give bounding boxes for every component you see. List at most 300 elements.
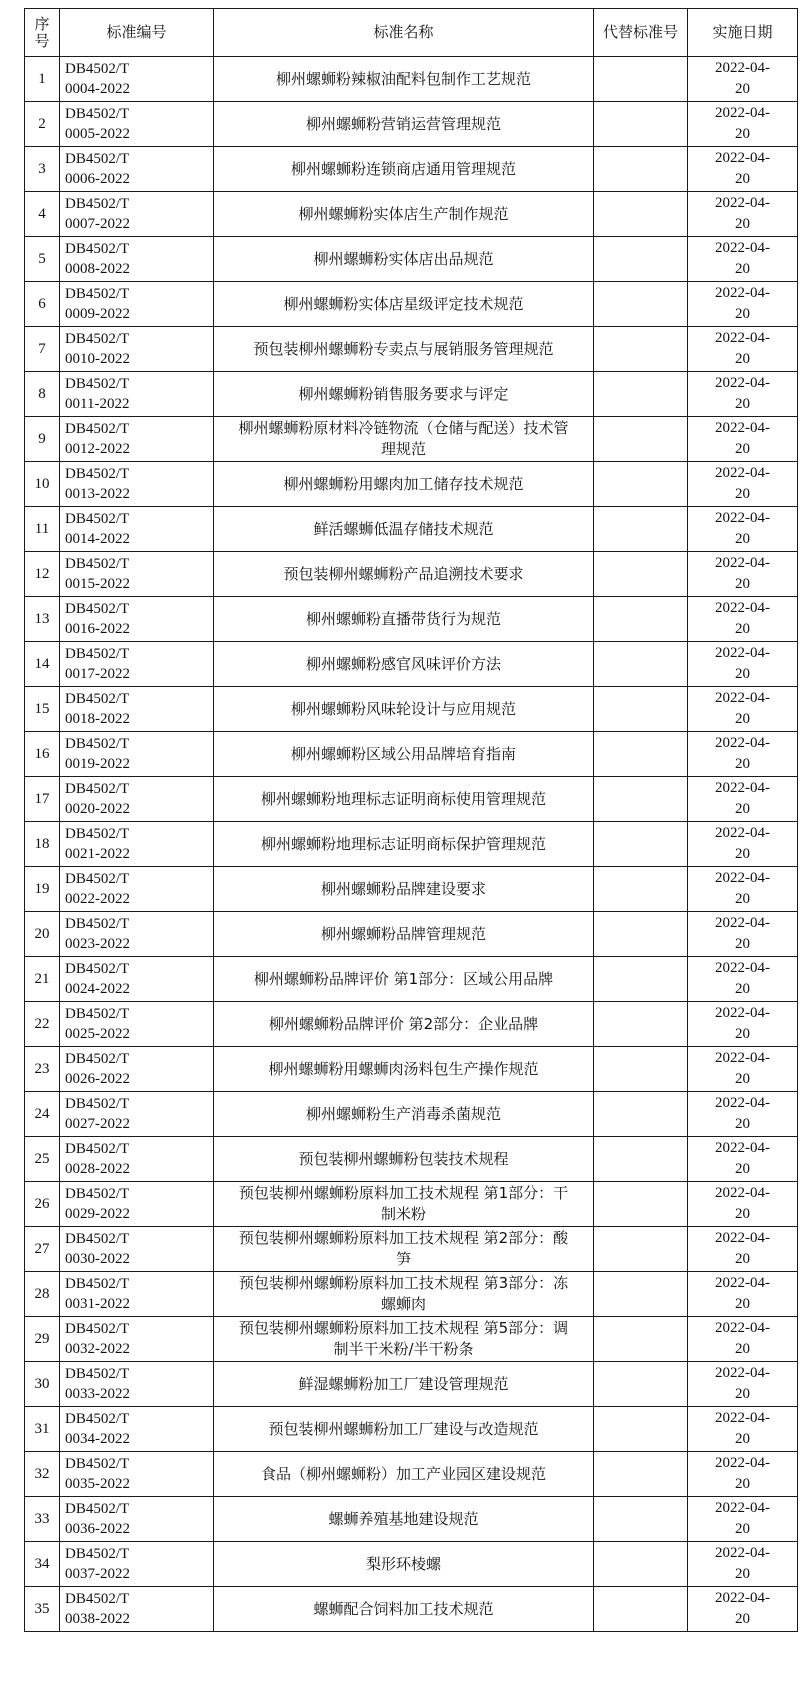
row-date-day: 20 — [735, 1251, 750, 1267]
row-date-ym: 2022-04- — [715, 1095, 770, 1111]
row-date-ym: 2022-04- — [715, 960, 770, 976]
row-code-number: 0017-2022 — [65, 666, 130, 682]
row-effective-date — [688, 237, 798, 282]
row-standard-name: 柳州螺蛳粉销售服务要求与评定 — [214, 372, 594, 417]
row-date-ym: 2022-04- — [715, 1185, 770, 1201]
table-row — [25, 597, 798, 642]
row-code-number: 0015-2022 — [65, 576, 130, 592]
row-date-ym: 2022-04- — [715, 1365, 770, 1381]
row-code-prefix: DB4502/T — [65, 1411, 130, 1427]
row-date-day: 20 — [735, 1341, 750, 1357]
row-standard-name: 柳州螺蛳粉直播带货行为规范 — [214, 597, 594, 642]
row-code-prefix: DB4502/T — [65, 511, 130, 527]
row-standard-name: 螺蛳养殖基地建设规范 — [214, 1497, 594, 1542]
row-standard-name: 柳州螺蛳粉实体店生产制作规范 — [214, 192, 594, 237]
row-code-prefix: DB4502/T — [65, 331, 130, 347]
row-standard-code — [60, 732, 214, 777]
row-replaces — [594, 597, 688, 642]
row-index: 33 — [25, 1497, 60, 1542]
row-effective-date — [688, 507, 798, 552]
row-code-number: 0037-2022 — [65, 1566, 130, 1582]
row-code-number: 0013-2022 — [65, 486, 130, 502]
row-replaces — [594, 957, 688, 1002]
row-replaces — [594, 1002, 688, 1047]
row-date-day: 20 — [735, 126, 750, 142]
row-code-prefix: DB4502/T — [65, 1321, 130, 1337]
row-code-prefix: DB4502/T — [65, 601, 130, 617]
table-row — [25, 777, 798, 822]
row-date-day: 20 — [735, 756, 750, 772]
row-code-prefix: DB4502/T — [65, 556, 130, 572]
row-effective-date — [688, 1137, 798, 1182]
table-row — [25, 1272, 798, 1317]
row-date-ym: 2022-04- — [715, 555, 770, 571]
row-standard-name: 鲜湿螺蛳粉加工厂建设管理规范 — [214, 1362, 594, 1407]
row-index: 34 — [25, 1542, 60, 1587]
row-code-prefix: DB4502/T — [65, 871, 130, 887]
row-code-number: 0021-2022 — [65, 846, 130, 862]
row-replaces — [594, 1227, 688, 1272]
row-standard-code — [60, 1407, 214, 1452]
row-standard-code — [60, 507, 214, 552]
row-code-number: 0016-2022 — [65, 621, 130, 637]
row-code-number: 0033-2022 — [65, 1386, 130, 1402]
row-replaces — [594, 462, 688, 507]
row-standard-code — [60, 372, 214, 417]
row-standard-name: 柳州螺蛳粉品牌评价 第2部分：企业品牌 — [214, 1002, 594, 1047]
standards-table — [24, 8, 798, 1632]
table-row — [25, 57, 798, 102]
row-index: 24 — [25, 1092, 60, 1137]
row-standard-name: 预包装柳州螺蛳粉包装技术规程 — [214, 1137, 594, 1182]
row-standard-name: 鲜活螺蛳低温存储技术规范 — [214, 507, 594, 552]
row-date-day: 20 — [735, 711, 750, 727]
row-date-ym: 2022-04- — [715, 330, 770, 346]
row-date-day: 20 — [735, 1521, 750, 1537]
row-effective-date — [688, 867, 798, 912]
table-row — [25, 1452, 798, 1497]
row-standard-code — [60, 1182, 214, 1227]
row-code-prefix: DB4502/T — [65, 781, 130, 797]
row-code-number: 0005-2022 — [65, 126, 130, 142]
row-code-number: 0034-2022 — [65, 1431, 130, 1447]
row-date-ym: 2022-04- — [715, 1500, 770, 1516]
row-code-number: 0025-2022 — [65, 1026, 130, 1042]
row-replaces — [594, 1047, 688, 1092]
row-code-prefix: DB4502/T — [65, 61, 130, 77]
row-standard-code — [60, 1272, 214, 1317]
row-date-ym: 2022-04- — [715, 510, 770, 526]
row-standard-code — [60, 327, 214, 372]
row-date-day: 20 — [735, 936, 750, 952]
row-date-day: 20 — [735, 1206, 750, 1222]
row-effective-date — [688, 282, 798, 327]
table-row — [25, 237, 798, 282]
row-standard-code — [60, 1497, 214, 1542]
row-standard-code — [60, 1002, 214, 1047]
row-standard-name: 柳州螺蛳粉实体店星级评定技术规范 — [214, 282, 594, 327]
row-code-prefix: DB4502/T — [65, 151, 130, 167]
table-row — [25, 1182, 798, 1227]
row-code-number: 0004-2022 — [65, 81, 130, 97]
table-row — [25, 687, 798, 732]
row-effective-date — [688, 1407, 798, 1452]
table-row — [25, 192, 798, 237]
row-standard-code — [60, 642, 214, 687]
row-standard-name: 柳州螺蛳粉区域公用品牌培育指南 — [214, 732, 594, 777]
row-index: 15 — [25, 687, 60, 732]
row-code-prefix: DB4502/T — [65, 1591, 130, 1607]
row-code-prefix: DB4502/T — [65, 1096, 130, 1112]
row-date-ym: 2022-04- — [715, 240, 770, 256]
row-replaces — [594, 1542, 688, 1587]
row-standard-name: 柳州螺蛳粉连锁商店通用管理规范 — [214, 147, 594, 192]
table-row — [25, 1587, 798, 1632]
row-index: 3 — [25, 147, 60, 192]
row-code-number: 0022-2022 — [65, 891, 130, 907]
row-standard-name: 柳州螺蛳粉感官风味评价方法 — [214, 642, 594, 687]
row-code-prefix: DB4502/T — [65, 196, 130, 212]
row-date-day: 20 — [735, 801, 750, 817]
header-name: 标准名称 — [214, 9, 594, 57]
row-code-prefix: DB4502/T — [65, 1501, 130, 1517]
row-standard-code — [60, 957, 214, 1002]
row-code-prefix: DB4502/T — [65, 1546, 130, 1562]
row-date-ym: 2022-04- — [715, 825, 770, 841]
row-index: 7 — [25, 327, 60, 372]
row-date-ym: 2022-04- — [715, 285, 770, 301]
row-effective-date — [688, 1002, 798, 1047]
row-standard-code — [60, 147, 214, 192]
row-date-day: 20 — [735, 351, 750, 367]
row-index: 13 — [25, 597, 60, 642]
row-replaces — [594, 552, 688, 597]
header-date: 实施日期 — [688, 9, 798, 57]
row-date-day: 20 — [735, 1296, 750, 1312]
row-standard-name: 柳州螺蛳粉地理标志证明商标保护管理规范 — [214, 822, 594, 867]
row-code-number: 0010-2022 — [65, 351, 130, 367]
row-standard-code — [60, 1317, 214, 1362]
row-replaces — [594, 1137, 688, 1182]
row-date-ym: 2022-04- — [715, 1545, 770, 1561]
row-standard-code — [60, 57, 214, 102]
row-date-day: 20 — [735, 396, 750, 412]
row-code-prefix: DB4502/T — [65, 691, 130, 707]
table-row — [25, 1362, 798, 1407]
row-code-prefix: DB4502/T — [65, 916, 130, 932]
row-standard-code — [60, 1452, 214, 1497]
row-code-number: 0018-2022 — [65, 711, 130, 727]
header-code: 标准编号 — [60, 9, 214, 57]
row-replaces — [594, 507, 688, 552]
row-date-ym: 2022-04- — [715, 1275, 770, 1291]
row-index: 28 — [25, 1272, 60, 1317]
row-date-ym: 2022-04- — [715, 600, 770, 616]
row-standard-code — [60, 237, 214, 282]
row-date-ym: 2022-04- — [715, 870, 770, 886]
row-code-number: 0035-2022 — [65, 1476, 130, 1492]
row-effective-date — [688, 1587, 798, 1632]
row-code-prefix: DB4502/T — [65, 826, 130, 842]
table-row — [25, 1317, 798, 1362]
table-row — [25, 327, 798, 372]
row-effective-date — [688, 327, 798, 372]
row-effective-date — [688, 1272, 798, 1317]
row-index: 12 — [25, 552, 60, 597]
table-row — [25, 1227, 798, 1272]
row-index: 8 — [25, 372, 60, 417]
row-code-number: 0036-2022 — [65, 1521, 130, 1537]
row-standard-code — [60, 912, 214, 957]
table-row — [25, 282, 798, 327]
row-code-number: 0031-2022 — [65, 1296, 130, 1312]
row-standard-code — [60, 192, 214, 237]
row-replaces — [594, 1497, 688, 1542]
row-replaces — [594, 237, 688, 282]
row-date-day: 20 — [735, 261, 750, 277]
standards-sheet — [24, 8, 797, 1632]
row-date-day: 20 — [735, 171, 750, 187]
row-standard-name: 预包装柳州螺蛳粉原料加工技术规程 第1部分：干制米粉 — [214, 1182, 594, 1227]
row-effective-date — [688, 1182, 798, 1227]
row-date-day: 20 — [735, 981, 750, 997]
row-index: 25 — [25, 1137, 60, 1182]
row-code-number: 0012-2022 — [65, 441, 130, 457]
row-effective-date — [688, 462, 798, 507]
row-index: 19 — [25, 867, 60, 912]
row-effective-date — [688, 1317, 798, 1362]
table-row — [25, 102, 798, 147]
row-effective-date — [688, 102, 798, 147]
row-standard-code — [60, 462, 214, 507]
row-standard-name: 柳州螺蛳粉用螺蛳肉汤料包生产操作规范 — [214, 1047, 594, 1092]
row-standard-name: 梨形环棱螺 — [214, 1542, 594, 1587]
row-code-number: 0020-2022 — [65, 801, 130, 817]
row-date-day: 20 — [735, 216, 750, 232]
row-replaces — [594, 1587, 688, 1632]
row-date-ym: 2022-04- — [715, 1005, 770, 1021]
row-effective-date — [688, 1227, 798, 1272]
row-date-day: 20 — [735, 1026, 750, 1042]
row-date-day: 20 — [735, 531, 750, 547]
row-effective-date — [688, 192, 798, 237]
table-row — [25, 147, 798, 192]
table-row — [25, 507, 798, 552]
row-date-ym: 2022-04- — [715, 1140, 770, 1156]
row-replaces — [594, 372, 688, 417]
row-index: 23 — [25, 1047, 60, 1092]
row-date-day: 20 — [735, 576, 750, 592]
row-replaces — [594, 282, 688, 327]
row-replaces — [594, 822, 688, 867]
table-row — [25, 642, 798, 687]
row-date-ym: 2022-04- — [715, 1410, 770, 1426]
row-standard-name: 柳州螺蛳粉风味轮设计与应用规范 — [214, 687, 594, 732]
row-effective-date — [688, 777, 798, 822]
row-standard-code — [60, 1092, 214, 1137]
row-date-ym: 2022-04- — [715, 150, 770, 166]
row-code-prefix: DB4502/T — [65, 961, 130, 977]
row-code-prefix: DB4502/T — [65, 736, 130, 752]
row-effective-date — [688, 1497, 798, 1542]
table-header-row — [25, 9, 798, 57]
row-effective-date — [688, 912, 798, 957]
row-standard-name: 柳州螺蛳粉地理标志证明商标使用管理规范 — [214, 777, 594, 822]
table-row — [25, 867, 798, 912]
row-code-prefix: DB4502/T — [65, 1006, 130, 1022]
row-code-prefix: DB4502/T — [65, 106, 130, 122]
row-index: 16 — [25, 732, 60, 777]
row-index: 29 — [25, 1317, 60, 1362]
table-row — [25, 417, 798, 462]
row-date-day: 20 — [735, 1431, 750, 1447]
row-effective-date — [688, 1092, 798, 1137]
row-effective-date — [688, 597, 798, 642]
row-index: 26 — [25, 1182, 60, 1227]
row-index: 6 — [25, 282, 60, 327]
row-code-number: 0032-2022 — [65, 1341, 130, 1357]
row-date-day: 20 — [735, 846, 750, 862]
row-effective-date — [688, 147, 798, 192]
row-code-prefix: DB4502/T — [65, 286, 130, 302]
row-code-number: 0026-2022 — [65, 1071, 130, 1087]
row-effective-date — [688, 417, 798, 462]
row-date-day: 20 — [735, 306, 750, 322]
row-date-ym: 2022-04- — [715, 1455, 770, 1471]
row-date-day: 20 — [735, 441, 750, 457]
row-standard-name: 柳州螺蛳粉用螺肉加工储存技术规范 — [214, 462, 594, 507]
row-standard-code — [60, 777, 214, 822]
table-row — [25, 1497, 798, 1542]
row-date-day: 20 — [735, 1566, 750, 1582]
table-row — [25, 1047, 798, 1092]
row-date-ym: 2022-04- — [715, 915, 770, 931]
row-index: 11 — [25, 507, 60, 552]
row-standard-code — [60, 1587, 214, 1632]
row-standard-name: 柳州螺蛳粉品牌评价 第1部分：区域公用品牌 — [214, 957, 594, 1002]
row-standard-code — [60, 282, 214, 327]
row-replaces — [594, 777, 688, 822]
row-date-ym: 2022-04- — [715, 645, 770, 661]
row-index: 22 — [25, 1002, 60, 1047]
row-date-day: 20 — [735, 1611, 750, 1627]
row-code-number: 0030-2022 — [65, 1251, 130, 1267]
row-standard-name: 柳州螺蛳粉生产消毒杀菌规范 — [214, 1092, 594, 1137]
row-code-prefix: DB4502/T — [65, 1141, 130, 1157]
row-replaces — [594, 1182, 688, 1227]
row-code-number: 0029-2022 — [65, 1206, 130, 1222]
row-standard-code — [60, 417, 214, 462]
row-standard-code — [60, 1227, 214, 1272]
row-date-ym: 2022-04- — [715, 420, 770, 436]
row-effective-date — [688, 732, 798, 777]
row-date-ym: 2022-04- — [715, 465, 770, 481]
row-code-number: 0011-2022 — [65, 396, 130, 412]
row-code-number: 0028-2022 — [65, 1161, 130, 1177]
row-date-day: 20 — [735, 1116, 750, 1132]
header-index: 序号 — [25, 9, 60, 57]
row-standard-code — [60, 597, 214, 642]
row-code-number: 0007-2022 — [65, 216, 130, 232]
row-replaces — [594, 912, 688, 957]
table-row — [25, 1407, 798, 1452]
row-code-number: 0008-2022 — [65, 261, 130, 277]
row-standard-name: 预包装柳州螺蛳粉专卖点与展销服务管理规范 — [214, 327, 594, 372]
row-date-ym: 2022-04- — [715, 375, 770, 391]
row-effective-date — [688, 822, 798, 867]
row-replaces — [594, 867, 688, 912]
row-replaces — [594, 1362, 688, 1407]
row-standard-name: 柳州螺蛳粉品牌管理规范 — [214, 912, 594, 957]
row-effective-date — [688, 372, 798, 417]
row-date-ym: 2022-04- — [715, 1590, 770, 1606]
row-effective-date — [688, 1452, 798, 1497]
row-standard-name: 预包装柳州螺蛳粉原料加工技术规程 第5部分：调制半干米粉/半干粉条 — [214, 1317, 594, 1362]
row-code-number: 0014-2022 — [65, 531, 130, 547]
row-date-ym: 2022-04- — [715, 195, 770, 211]
table-row — [25, 732, 798, 777]
row-replaces — [594, 192, 688, 237]
row-effective-date — [688, 1362, 798, 1407]
row-replaces — [594, 732, 688, 777]
row-date-day: 20 — [735, 891, 750, 907]
row-date-ym: 2022-04- — [715, 780, 770, 796]
row-date-day: 20 — [735, 81, 750, 97]
row-standard-code — [60, 822, 214, 867]
row-standard-name: 柳州螺蛳粉原材料冷链物流（仓储与配送）技术管理规范 — [214, 417, 594, 462]
row-code-prefix: DB4502/T — [65, 466, 130, 482]
row-code-prefix: DB4502/T — [65, 376, 130, 392]
row-replaces — [594, 57, 688, 102]
row-date-ym: 2022-04- — [715, 1320, 770, 1336]
row-index: 35 — [25, 1587, 60, 1632]
row-index: 14 — [25, 642, 60, 687]
row-standard-name: 柳州螺蛳粉品牌建设要求 — [214, 867, 594, 912]
row-replaces — [594, 102, 688, 147]
row-replaces — [594, 1092, 688, 1137]
row-effective-date — [688, 687, 798, 732]
row-standard-code — [60, 1137, 214, 1182]
row-date-day: 20 — [735, 486, 750, 502]
row-date-day: 20 — [735, 1386, 750, 1402]
table-row — [25, 1092, 798, 1137]
row-index: 31 — [25, 1407, 60, 1452]
row-replaces — [594, 1317, 688, 1362]
row-standard-name: 预包装柳州螺蛳粉原料加工技术规程 第3部分：冻螺蛳肉 — [214, 1272, 594, 1317]
table-row — [25, 552, 798, 597]
row-code-number: 0038-2022 — [65, 1611, 130, 1627]
row-code-prefix: DB4502/T — [65, 1456, 130, 1472]
row-replaces — [594, 417, 688, 462]
row-standard-code — [60, 102, 214, 147]
row-index: 20 — [25, 912, 60, 957]
row-standard-code — [60, 867, 214, 912]
row-standard-code — [60, 1362, 214, 1407]
row-index: 5 — [25, 237, 60, 282]
row-date-ym: 2022-04- — [715, 735, 770, 751]
row-effective-date — [688, 57, 798, 102]
row-date-day: 20 — [735, 666, 750, 682]
row-effective-date — [688, 1047, 798, 1092]
table-row — [25, 1542, 798, 1587]
row-code-number: 0024-2022 — [65, 981, 130, 997]
row-index: 30 — [25, 1362, 60, 1407]
row-date-ym: 2022-04- — [715, 105, 770, 121]
row-standard-name: 柳州螺蛳粉实体店出品规范 — [214, 237, 594, 282]
row-index: 17 — [25, 777, 60, 822]
row-code-number: 0027-2022 — [65, 1116, 130, 1132]
row-standard-code — [60, 1542, 214, 1587]
